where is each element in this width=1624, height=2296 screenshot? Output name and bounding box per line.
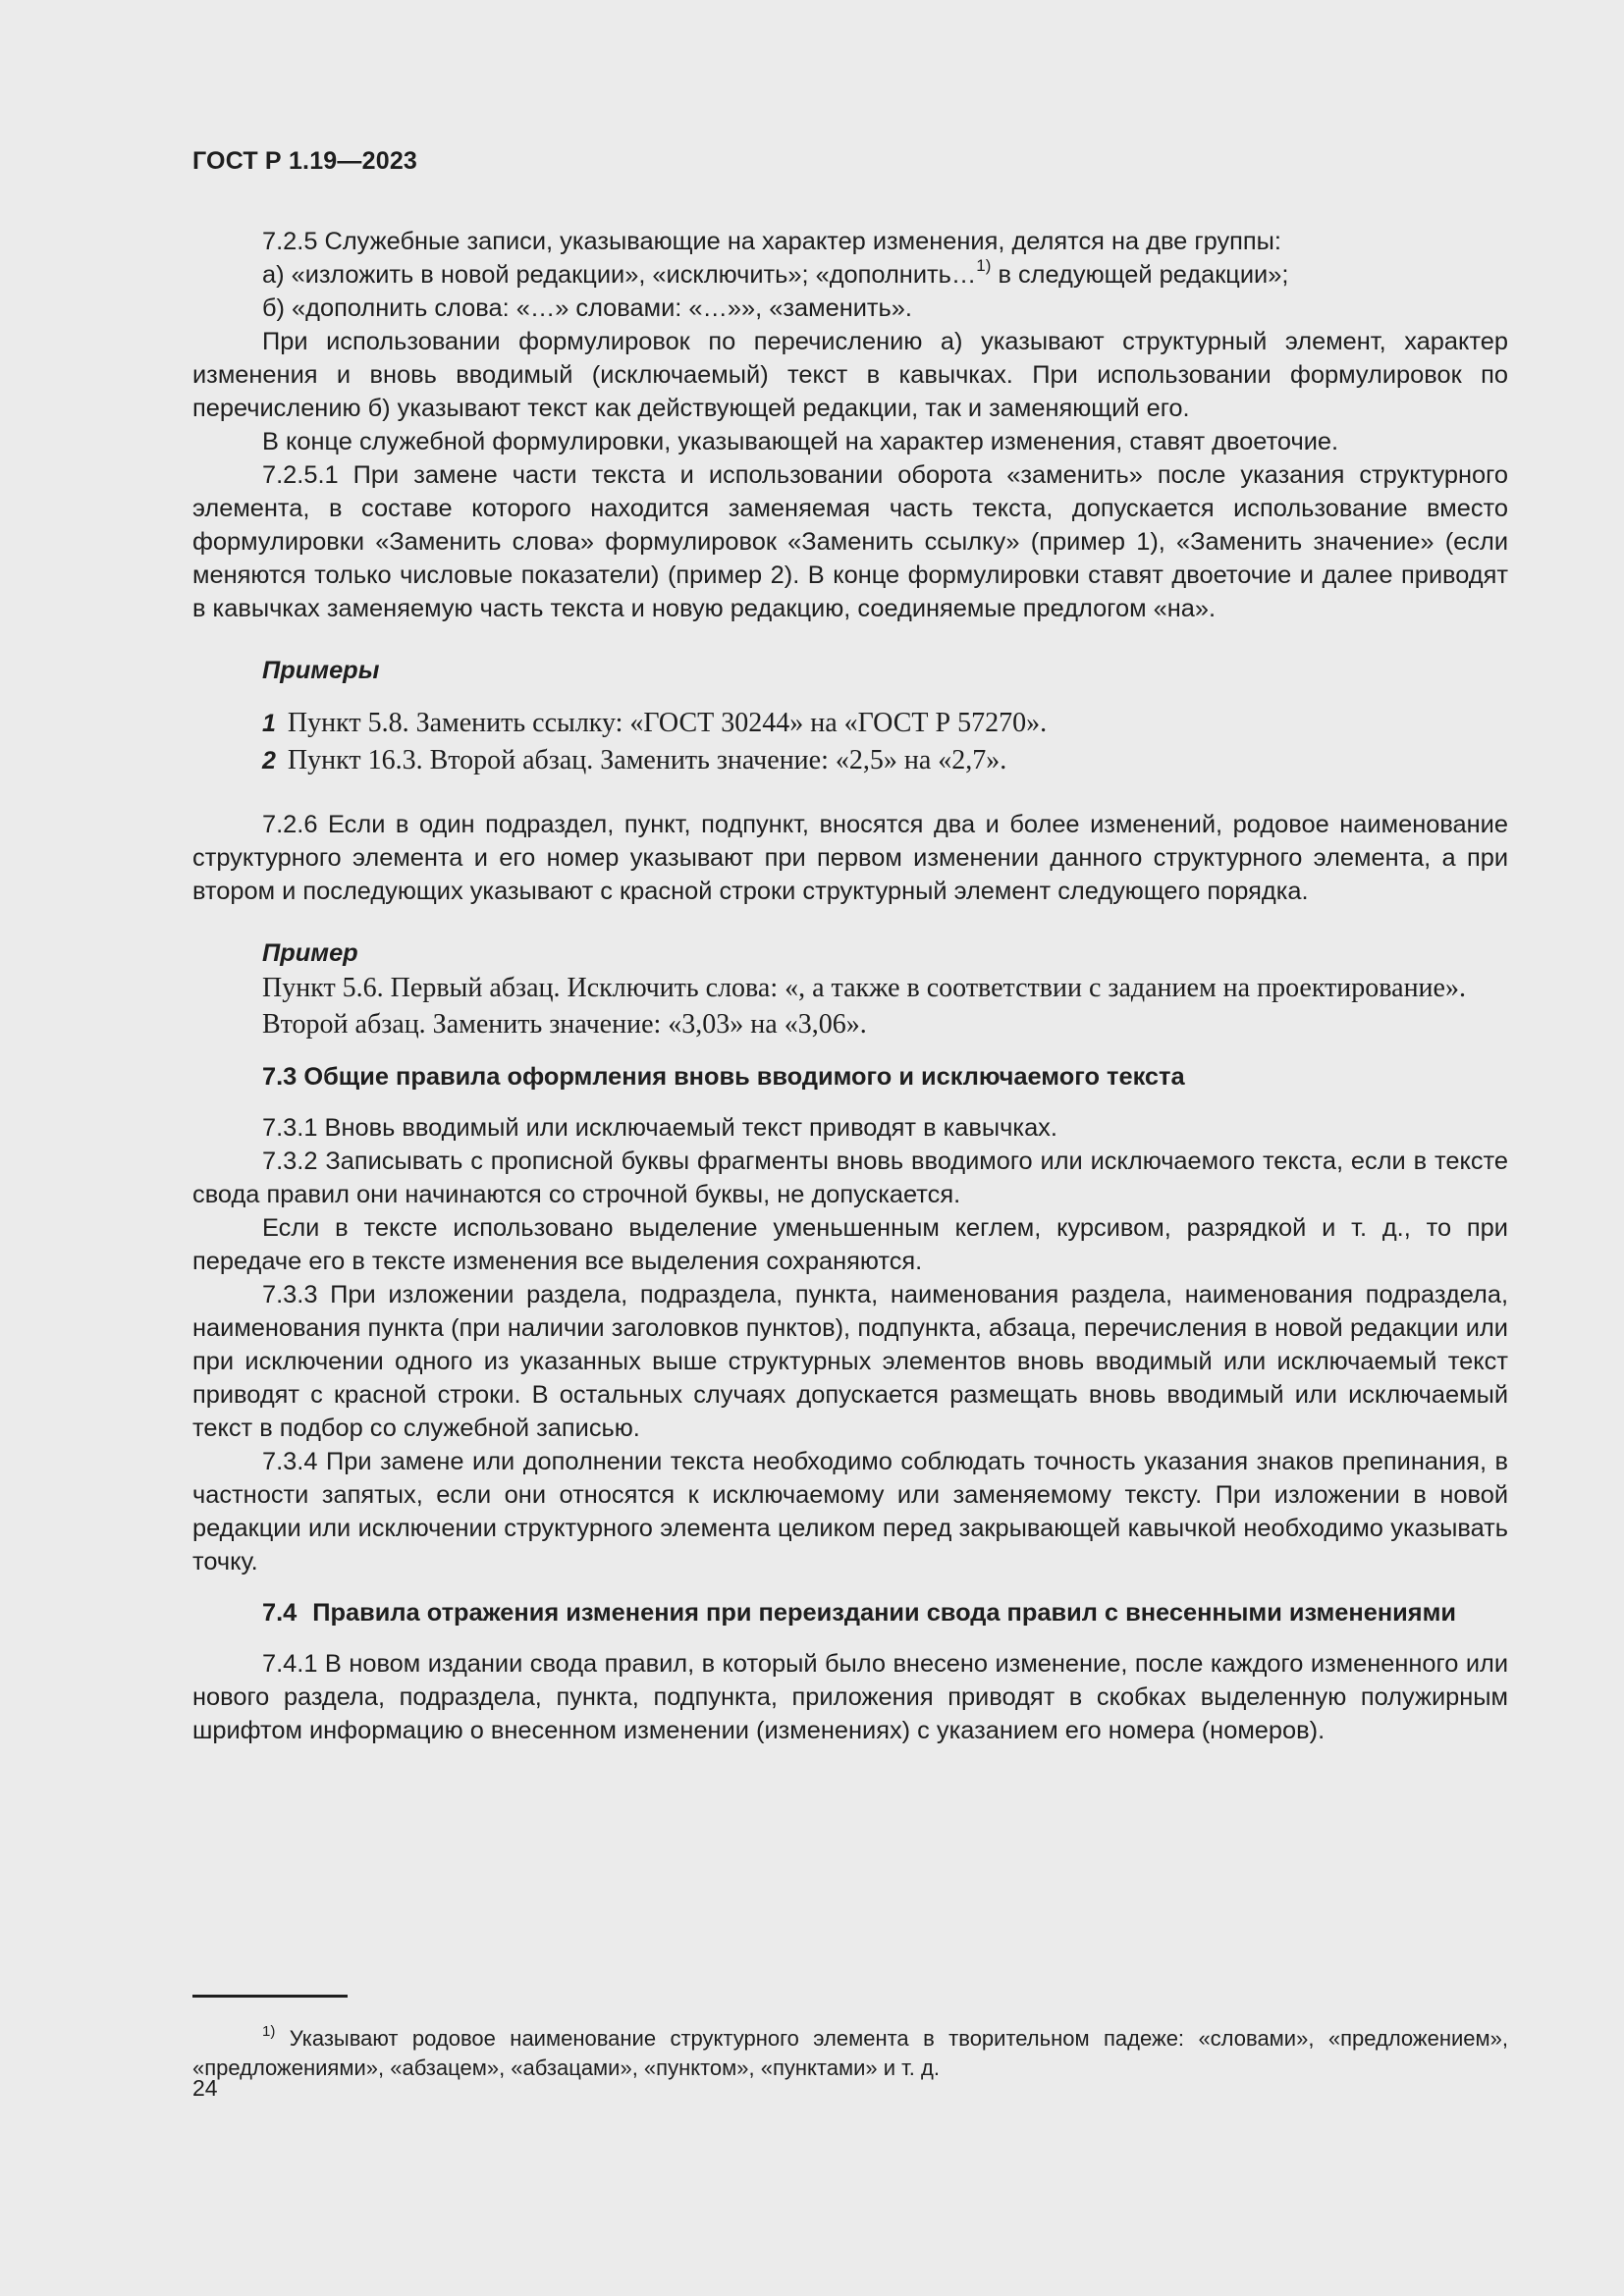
example-1-number: 1 xyxy=(262,710,276,737)
list-item-a xyxy=(192,255,1508,292)
paragraph-7-4-1: 7.4.1 В новом издании свода правил, в который было внесено изменение, после каждого измененного или нового раздела, подраздела, пункта, подпункта, приложения приводят в скобках выделенную полужирным шрифтом информацию о внесенном изменении (изменениях) с указанием его номера (номеров). xyxy=(192,1650,1508,1744)
list-item-a-tail: в следующей редакции»; xyxy=(991,261,1289,289)
footnote xyxy=(192,2024,1508,2083)
footnote-ref[interactable]: 1) xyxy=(976,255,992,275)
paragraph-7-2-6: 7.2.6 Если в один подраздел, пункт, подпункт, вносятся два и более изменений, родовое наименование структурного элемента и его номер указывают при первом изменении данного структурного элемента, а при втором и последующих указывают с красной строки структурный элемент следующего порядка. xyxy=(192,811,1508,905)
document-body xyxy=(192,225,1508,1747)
examples-heading: Примеры xyxy=(262,657,380,684)
example-heading: Пример xyxy=(262,939,358,967)
paragraph-7-3-3: 7.3.3 При изложении раздела, подраздела, пункта, наименования раздела, наименования подраздела, наименования пункта (при наличии заголовков пунктов), подпункта, абзаца, перечисления в новой редакции или при исключении одного из указанных выше структурных элементов вновь вводимый или исключаемый текст приводят с красной строки. В остальных случаях допускается размещать вновь вводимый или исключаемый текст в подбор со служебной записью. xyxy=(192,1281,1508,1442)
example-1-text: Пункт 5.8. Заменить ссылку: «ГОСТ 30244» на «ГОСТ Р 57270». xyxy=(287,708,1048,738)
paragraph-7-2-5-1: 7.2.5.1 При замене части текста и использовании оборота «заменить» после указания структурного элемента, в составе которого находится заменяемая часть текста, допускается использование вместо формулировки «Заменить слова» формулировок «Заменить ссылку» (пример 1), «Заменить значение» (если меняются только числовые показатели) (пример 2). В конце формулировки ставят двоеточие и далее приводят в кавычках заменяемую часть текста и новую редакцию, соединяемые предлогом «на». xyxy=(192,461,1508,622)
paragraph-usage: При использовании формулировок по перечислению а) указывают структурный элемент, характер изменения и вновь вводимый (исключаемый) текст в кавычках. При использовании формулировок по перечислению б) указывают текст как действующей редакции, так и заменяющий его. xyxy=(192,328,1508,422)
list-item-b: б) «дополнить слова: «…» словами: «…»», «заменить». xyxy=(262,294,912,322)
document-header: ГОСТ Р 1.19—2023 xyxy=(192,147,418,175)
example-2-number: 2 xyxy=(262,747,276,774)
section-7-4-title xyxy=(192,1596,1508,1629)
paragraph-7-2-5: 7.2.5 Служебные записи, указывающие на характер изменения, делятся на две группы: xyxy=(262,228,1281,255)
footnote-divider xyxy=(192,1995,348,1998)
footnote-mark: 1) xyxy=(262,2022,276,2040)
paragraph-7-3-4: 7.3.4 При замене или дополнении текста необходимо соблюдать точность указания знаков препинания, в частности запятых, если они относятся к исключаемому или заменяемому тексту. При изложении в новой редакции или исключении структурного элемента целиком перед закрывающей кавычкой необходимо указывать точку. xyxy=(192,1448,1508,1575)
paragraph-colon-rule: В конце служебной формулировки, указывающей на характер изменения, ставят двоеточие. xyxy=(262,428,1339,455)
example-3-line-2: Второй абзац. Заменить значение: «3,03» на «3,06». xyxy=(262,1009,867,1040)
example-2 xyxy=(192,742,1508,779)
example-3-line-1: Пункт 5.6. Первый абзац. Исключить слова: «, а также в соответствии с заданием на проектирование». xyxy=(262,973,1466,1003)
example-1 xyxy=(192,705,1508,742)
paragraph-7-3-2: 7.3.2 Записывать с прописной буквы фрагменты вновь вводимого или исключаемого текста, если в тексте свода правил они начинаются со строчной буквы, не допускается. xyxy=(192,1148,1508,1208)
list-item-a-text: а) «изложить в новой редакции», «исключить»; «дополнить… xyxy=(262,261,977,289)
paragraph-7-3-1: 7.3.1 Вновь вводимый или исключаемый текст приводят в кавычках. xyxy=(262,1114,1057,1142)
example-2-text: Пункт 16.3. Второй абзац. Заменить значение: «2,5» на «2,7». xyxy=(287,745,1007,775)
section-7-4-number: 7.4 xyxy=(262,1599,298,1627)
document-page xyxy=(192,0,1508,2296)
footnote-text: Указывают родовое наименование структурного элемента в творительном падеже: «словами», «предложением», «предложениями», «абзацем», «абзацами», «пунктом», «пунктами» и т. д. xyxy=(192,2026,1508,2080)
section-7-4-text: Правила отражения изменения при переиздании свода правил с внесенными изменениями xyxy=(312,1599,1456,1627)
paragraph-7-3-2-b: Если в тексте использовано выделение уменьшенным кеглем, курсивом, разрядкой и т. д., то при передаче его в тексте изменения все выделения сохраняются. xyxy=(192,1214,1508,1275)
section-7-3-title: 7.3 Общие правила оформления вновь вводимого и исключаемого текста xyxy=(262,1063,1185,1091)
page-number: 24 xyxy=(192,2075,218,2101)
